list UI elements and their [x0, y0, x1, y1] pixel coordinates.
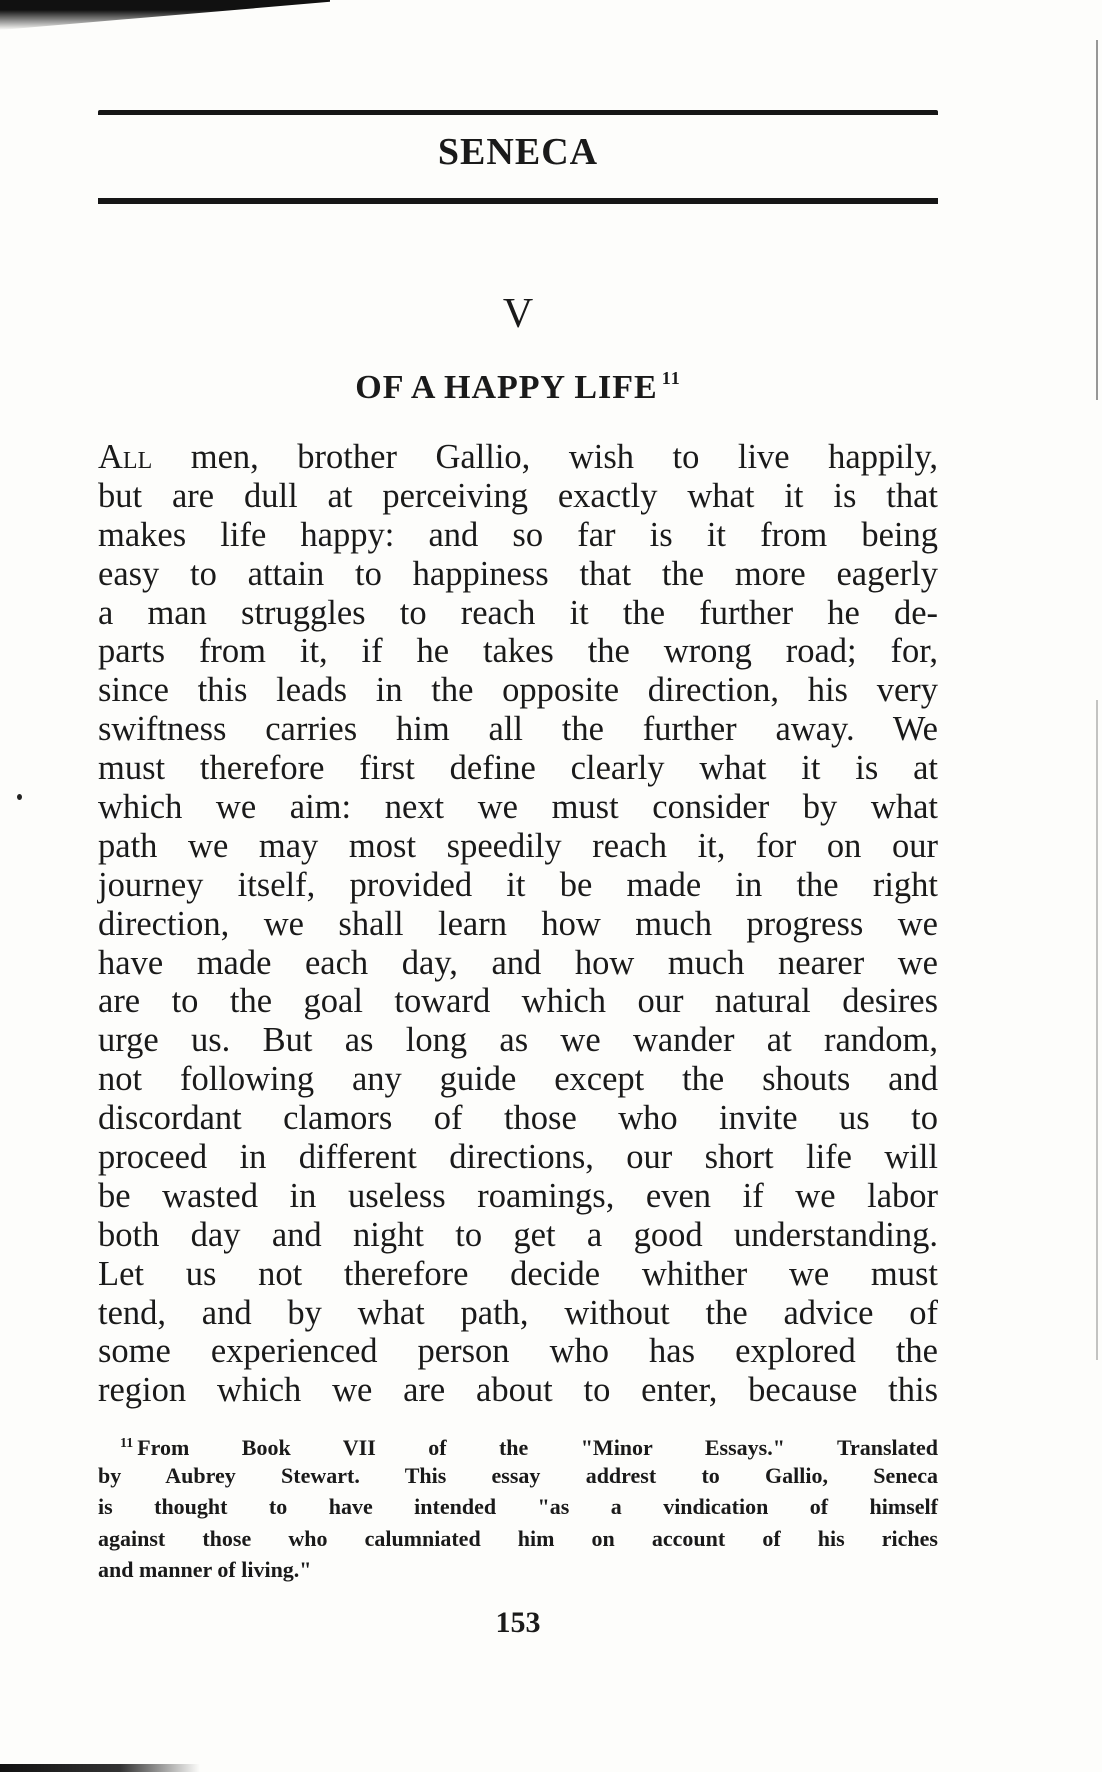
footnote-line: and manner of living."	[98, 1557, 312, 1582]
body-line: swiftness carries him all the further away. We	[98, 710, 938, 749]
body-text	[98, 438, 938, 1410]
chapter-title	[98, 368, 938, 407]
body-line: not following any guide except the shouts and	[98, 1060, 938, 1099]
header-rule-bottom	[98, 198, 938, 204]
body-line: Let us not therefore decide whither we must	[98, 1254, 938, 1293]
footnote	[98, 1428, 938, 1586]
dropcap-word: All	[98, 438, 153, 476]
body-line: makes life happy: and so far is it from being	[98, 515, 938, 554]
body-line: path we may most speedily reach it, for on our	[98, 826, 938, 865]
body-line: proceed in different directions, our short life will	[98, 1138, 938, 1177]
body-line: both day and night to get a good understanding.	[98, 1215, 938, 1254]
body-line: tend, and by what path, without the advice of	[98, 1293, 938, 1332]
page-number: 153	[495, 1606, 541, 1639]
body-line: direction, we shall learn how much progress we	[98, 904, 938, 943]
body-line: be wasted in useless roamings, even if we labor	[98, 1176, 938, 1215]
scan-shadow-top	[0, 0, 330, 30]
body-line: parts from it, if he takes the wrong road; for,	[98, 632, 938, 671]
body-line: some experienced person who has explored the	[98, 1332, 938, 1371]
body-line: have made each day, and how much nearer we	[98, 943, 938, 982]
body-line: discordant clamors of those who invite us to	[98, 1099, 938, 1138]
scan-edge-right	[1096, 40, 1098, 400]
body-line-first	[98, 438, 938, 477]
footnote-reference: 11	[661, 368, 681, 388]
scan-edge-right-lower	[1096, 700, 1098, 1360]
body-line: urge us. But as long as we wander at random,	[98, 1021, 938, 1060]
body-line: a man struggles to reach it the further he de-	[98, 593, 938, 632]
body-line: but are dull at perceiving exactly what it is that	[98, 476, 938, 515]
body-line: journey itself, provided it be made in the right	[98, 865, 938, 904]
first-line-rest: men, brother Gallio, wish to live happily,	[152, 438, 938, 476]
body-line: are to the goal toward which our natural desires	[98, 982, 938, 1021]
body-line: must therefore first define clearly what it is at	[98, 749, 938, 788]
body-line: which we aim: next we must consider by what	[98, 788, 938, 827]
scan-shadow-bottom	[0, 1764, 200, 1772]
footnote-line: against those who calumniated him on account of his riches	[98, 1525, 938, 1551]
footnote-line: is thought to have intended "as a vindication of himself	[98, 1494, 938, 1519]
body-line: since this leads in the opposite direction, his very	[98, 671, 938, 710]
footnote-mark: 11	[120, 1436, 134, 1451]
stray-ink-mark	[17, 794, 22, 800]
chapter-title-text: OF A HAPPY LIFE	[355, 369, 658, 406]
chapter-number: V	[502, 291, 534, 337]
body-line: easy to attain to happiness that the more eagerly	[98, 554, 938, 593]
header-rule-top	[98, 110, 938, 115]
running-head: SENECA	[437, 131, 599, 173]
body-line: region which we are about to enter, because this	[98, 1371, 938, 1410]
footnote-line-first	[98, 1428, 938, 1460]
footnote-first-line-rest: From Book VII of the "Minor Essays." Translated	[137, 1435, 938, 1460]
footnote-line: by Aubrey Stewart. This essay addrest to Gallio, Seneca	[98, 1462, 938, 1488]
